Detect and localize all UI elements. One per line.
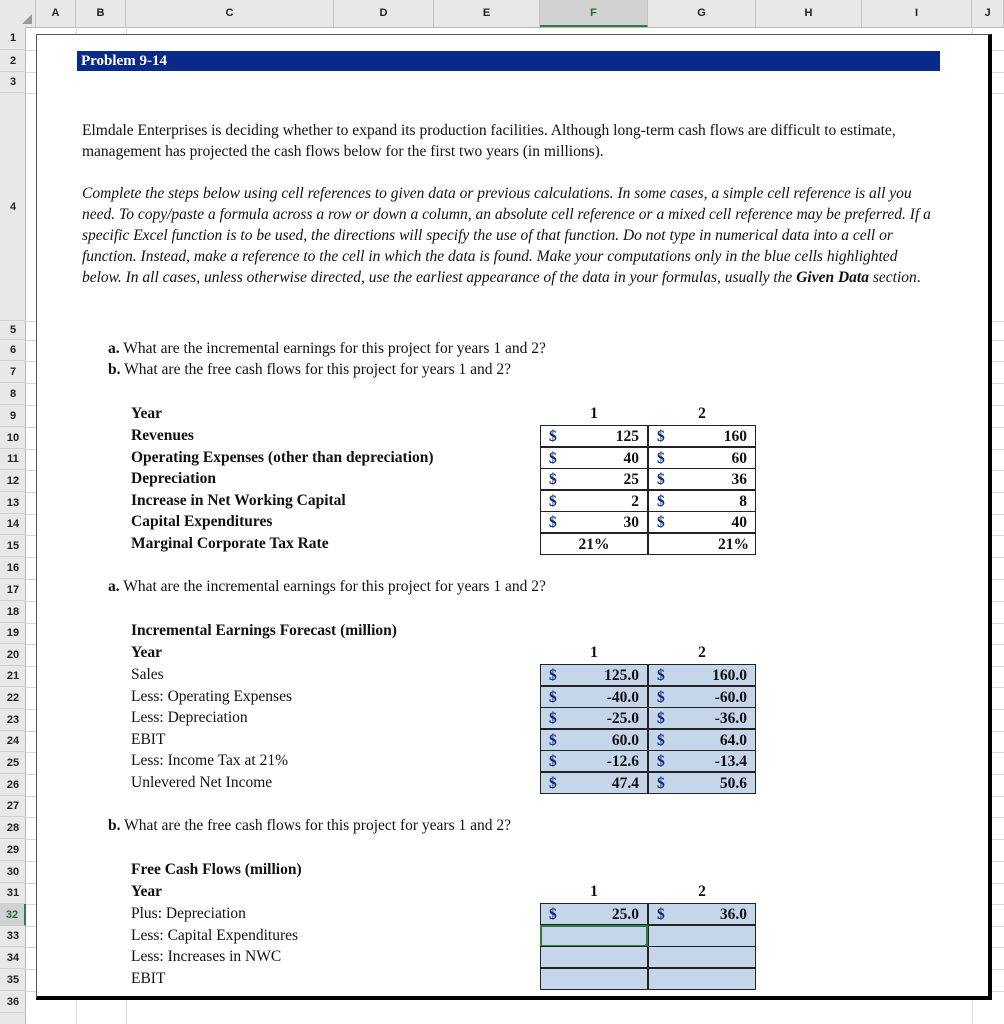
fcf-row-cell-v1[interactable] <box>540 925 648 947</box>
column-header-h[interactable]: H <box>756 0 862 27</box>
fcf-row-label: Less: Capital Expenditures <box>131 926 299 944</box>
row-header-17[interactable]: 17 <box>0 579 26 601</box>
currency-symbol: $ <box>657 710 665 728</box>
row-header-18[interactable]: 18 <box>0 601 26 623</box>
earnings-year-2: 2 <box>698 644 706 661</box>
currency-symbol: $ <box>549 906 557 923</box>
row-header-9[interactable]: 9 <box>0 405 26 427</box>
earnings-row-value: -25.0 <box>606 710 639 728</box>
given-row-value: 125 <box>615 428 639 445</box>
earnings-row-cell-v1[interactable] <box>540 729 648 751</box>
fcf-heading: Free Cash Flows (million) <box>131 861 302 878</box>
fcf-row-cell-v1[interactable] <box>540 903 648 925</box>
earnings-row-cell-v1[interactable] <box>540 664 648 686</box>
row-header-24[interactable]: 24 <box>0 731 26 752</box>
earnings-row-cell-v2[interactable] <box>648 686 756 708</box>
select-all-corner[interactable] <box>0 0 36 27</box>
currency-symbol: $ <box>549 688 557 706</box>
given-row-value: 8 <box>739 492 747 510</box>
given-row-cell-v2[interactable] <box>648 447 756 469</box>
earnings-row-value: 125.0 <box>604 667 639 684</box>
fcf-year-label: Year <box>131 883 162 900</box>
earnings-row-label: Unlevered Net Income <box>131 774 273 791</box>
currency-symbol: $ <box>549 514 557 532</box>
given-row-cell-v1[interactable] <box>540 468 648 490</box>
row-header-30[interactable]: 30 <box>0 861 26 883</box>
currency-symbol: $ <box>549 471 557 489</box>
row-header-19[interactable]: 19 <box>0 623 26 644</box>
currency-symbol: $ <box>657 492 665 510</box>
given-row-label: Revenues <box>131 427 194 444</box>
row-header-5[interactable]: 5 <box>0 321 26 340</box>
instructions-text: Complete the steps below using cell references to given data or previous calculations. In some cases, a simple cell reference is all you need. To copy/paste a formula across a row or down a column, an absolute cell reference or a mixed cell reference may be preferred. If a specific Excel function is to be used, the directions will specify the use of that function. Do not type in numerical data into a cell or function. Instead, make a reference to the cell in which the data is found. Make your computations only in the blue cells highlighted below. In all cases, unless otherwise directed, use the earliest appearance of the data in your formulas, usually the <box>82 185 931 286</box>
earnings-row-cell-v1[interactable] <box>540 750 648 772</box>
currency-symbol: $ <box>549 710 557 728</box>
given-row-value: 60 <box>731 449 747 467</box>
select-all-icon <box>22 14 32 24</box>
currency-symbol: $ <box>657 428 665 445</box>
given-year-label: Year <box>131 405 162 422</box>
earnings-row-cell-v1[interactable] <box>540 772 648 794</box>
row-header-27[interactable]: 27 <box>0 796 26 817</box>
fcf-row-cell-v2[interactable] <box>648 946 756 968</box>
fcf-row-label: EBIT <box>131 969 166 987</box>
question-b: b. What are the free cash flows for this project for years 1 and 2? <box>108 361 511 378</box>
given-row-cell-v1[interactable] <box>540 425 648 447</box>
earnings-heading: Incremental Earnings Forecast (million) <box>131 622 397 639</box>
instructions-end: . <box>916 269 921 286</box>
row-header-31[interactable]: 31 <box>0 883 26 904</box>
given-row-cell-v2[interactable] <box>648 490 756 512</box>
given-year-1: 1 <box>590 405 598 422</box>
fcf-row-cell-v1[interactable] <box>540 946 648 968</box>
earnings-row-label: Less: Income Tax at 21% <box>131 752 289 770</box>
currency-symbol: $ <box>549 449 557 467</box>
row-header-25[interactable]: 25 <box>0 752 26 774</box>
earnings-row-cell-v2[interactable] <box>648 707 756 729</box>
column-header-b[interactable]: B <box>76 0 126 27</box>
given-row-label: Increase in Net Working Capital <box>131 491 346 509</box>
given-tax-1[interactable]: 21% <box>540 533 648 555</box>
fcf-row-value: 36.0 <box>719 906 747 923</box>
given-row-cell-v1[interactable] <box>540 447 648 469</box>
earnings-row-cell-v2[interactable] <box>648 772 756 794</box>
currency-symbol: $ <box>549 753 557 771</box>
row-header-20[interactable]: 20 <box>0 644 26 666</box>
earnings-row-label: Less: Depreciation <box>131 709 248 727</box>
given-row-cell-v1[interactable] <box>540 490 648 512</box>
given-row-value: 160 <box>723 428 747 445</box>
intro-paragraph: Elmdale Enterprises is deciding whether to expand its production facilities. Although long-term cash flows are difficult to estimate, management has projected the cash flows below for the first two years (in millions). <box>82 122 896 160</box>
column-header-c[interactable]: C <box>126 0 334 27</box>
earnings-row-label: Less: Operating Expenses <box>131 687 292 705</box>
currency-symbol: $ <box>657 906 665 923</box>
currency-symbol: $ <box>657 688 665 706</box>
given-tax-2[interactable]: 21% <box>648 533 756 555</box>
earnings-row-value: -12.6 <box>606 753 639 771</box>
given-year-2: 2 <box>698 405 706 422</box>
given-row-value: 40 <box>623 449 639 467</box>
earnings-row-cell-v1[interactable] <box>540 707 648 729</box>
instructions-text-2: section <box>868 269 917 286</box>
row-header-34[interactable]: 34 <box>0 947 26 969</box>
problem-title: Problem 9-14 <box>77 51 940 71</box>
row-header-12[interactable]: 12 <box>0 470 26 492</box>
row-header-4[interactable]: 4 <box>0 93 26 321</box>
column-header-j[interactable]: J <box>972 0 1004 27</box>
earnings-row-label: EBIT <box>131 730 166 748</box>
column-header-e[interactable]: E <box>434 0 540 27</box>
row-header-10[interactable]: 10 <box>0 427 26 449</box>
given-row-cell-v2[interactable] <box>648 511 756 533</box>
earnings-row-value: 50.6 <box>719 775 747 792</box>
given-row-cell-v2[interactable] <box>648 468 756 490</box>
given-row-value: 40 <box>731 514 747 532</box>
row-header-23[interactable]: 23 <box>0 709 26 731</box>
currency-symbol: $ <box>657 514 665 532</box>
given-row-cell-v1[interactable] <box>540 511 648 533</box>
row-header-6[interactable]: 6 <box>0 340 26 361</box>
given-row-label: Operating Expenses (other than depreciation) <box>131 448 434 466</box>
earnings-row-value: 160.0 <box>712 667 747 684</box>
earnings-row-value: 64.0 <box>719 731 747 749</box>
row-header-33[interactable]: 33 <box>0 926 26 947</box>
earnings-row-value: -40.0 <box>606 688 639 706</box>
row-header-2[interactable]: 2 <box>0 50 26 72</box>
earnings-row-cell-v2[interactable] <box>648 750 756 772</box>
row-header-1[interactable]: 1 <box>0 27 26 50</box>
earnings-row-value: 47.4 <box>611 775 639 792</box>
earnings-row-value: 60.0 <box>611 731 639 749</box>
row-header-11[interactable]: 11 <box>0 449 26 470</box>
row-header-29[interactable]: 29 <box>0 839 26 861</box>
given-row-value: 2 <box>631 492 639 510</box>
given-row-label: Capital Expenditures <box>131 513 273 531</box>
row-header-15[interactable]: 15 <box>0 535 26 557</box>
fcf-row-cell-v2[interactable] <box>648 925 756 947</box>
row-header-35[interactable]: 35 <box>0 969 26 991</box>
given-tax-label: Marginal Corporate Tax Rate <box>131 535 329 552</box>
earnings-year-label: Year <box>131 644 162 661</box>
earnings-row-cell-v1[interactable] <box>540 686 648 708</box>
row-header-21[interactable]: 21 <box>0 666 26 687</box>
earnings-year-1: 1 <box>590 644 598 661</box>
currency-symbol: $ <box>549 775 557 792</box>
given-row-value: 25 <box>623 471 639 489</box>
row-header-14[interactable]: 14 <box>0 514 26 535</box>
fcf-year-1: 1 <box>590 883 598 900</box>
instructions-emphasis: Given Data <box>796 269 869 286</box>
currency-symbol: $ <box>549 492 557 510</box>
row-header-28[interactable]: 28 <box>0 817 26 839</box>
currency-symbol: $ <box>657 753 665 771</box>
column-header-bar <box>0 0 1004 28</box>
given-row-value: 30 <box>623 514 639 532</box>
earnings-row-cell-v2[interactable] <box>648 664 756 686</box>
question-a-repeat: a. What are the incremental earnings for this project for years 1 and 2? <box>108 578 546 595</box>
earnings-row-value: -60.0 <box>714 688 747 706</box>
earnings-row-value: -13.4 <box>714 753 747 771</box>
earnings-row-label: Sales <box>131 666 164 683</box>
currency-symbol: $ <box>657 775 665 792</box>
column-header-d[interactable]: D <box>334 0 434 27</box>
given-row-cell-v2[interactable] <box>648 425 756 447</box>
fcf-row-value: 25.0 <box>611 906 639 923</box>
row-header-13[interactable]: 13 <box>0 492 26 514</box>
currency-symbol: $ <box>549 667 557 684</box>
currency-symbol: $ <box>657 731 665 749</box>
row-header-16[interactable]: 16 <box>0 557 26 579</box>
row-header-3[interactable]: 3 <box>0 72 26 93</box>
column-header-i[interactable]: I <box>862 0 972 27</box>
currency-symbol: $ <box>549 428 557 445</box>
row-header-26[interactable]: 26 <box>0 774 26 796</box>
fcf-year-2: 2 <box>698 883 706 900</box>
row-header-32[interactable]: 32 <box>0 904 26 926</box>
column-header-f[interactable]: F <box>540 0 648 27</box>
question-b-repeat: b. What are the free cash flows for this project for years 1 and 2? <box>108 817 511 834</box>
fcf-row-label: Plus: Depreciation <box>131 905 246 922</box>
fcf-row-cell-v2[interactable] <box>648 903 756 925</box>
currency-symbol: $ <box>549 731 557 749</box>
currency-symbol: $ <box>657 471 665 489</box>
currency-symbol: $ <box>657 449 665 467</box>
column-header-g[interactable]: G <box>648 0 756 27</box>
row-header-7[interactable]: 7 <box>0 361 26 383</box>
row-header-36[interactable]: 36 <box>0 991 26 1013</box>
row-header-8[interactable]: 8 <box>0 383 26 405</box>
row-header-22[interactable]: 22 <box>0 687 26 709</box>
fcf-row-cell-v1[interactable] <box>540 968 648 990</box>
fcf-row-cell-v2[interactable] <box>648 968 756 990</box>
currency-symbol: $ <box>657 667 665 684</box>
earnings-row-cell-v2[interactable] <box>648 729 756 751</box>
earnings-row-value: -36.0 <box>714 710 747 728</box>
instructions-paragraph <box>82 183 932 288</box>
column-header-a[interactable]: A <box>36 0 76 27</box>
row-header-bar <box>0 27 26 1024</box>
given-row-value: 36 <box>731 471 747 489</box>
fcf-row-label: Less: Increases in NWC <box>131 948 282 966</box>
question-a: a. What are the incremental earnings for this project for years 1 and 2? <box>108 340 546 357</box>
given-row-label: Depreciation <box>131 470 216 488</box>
